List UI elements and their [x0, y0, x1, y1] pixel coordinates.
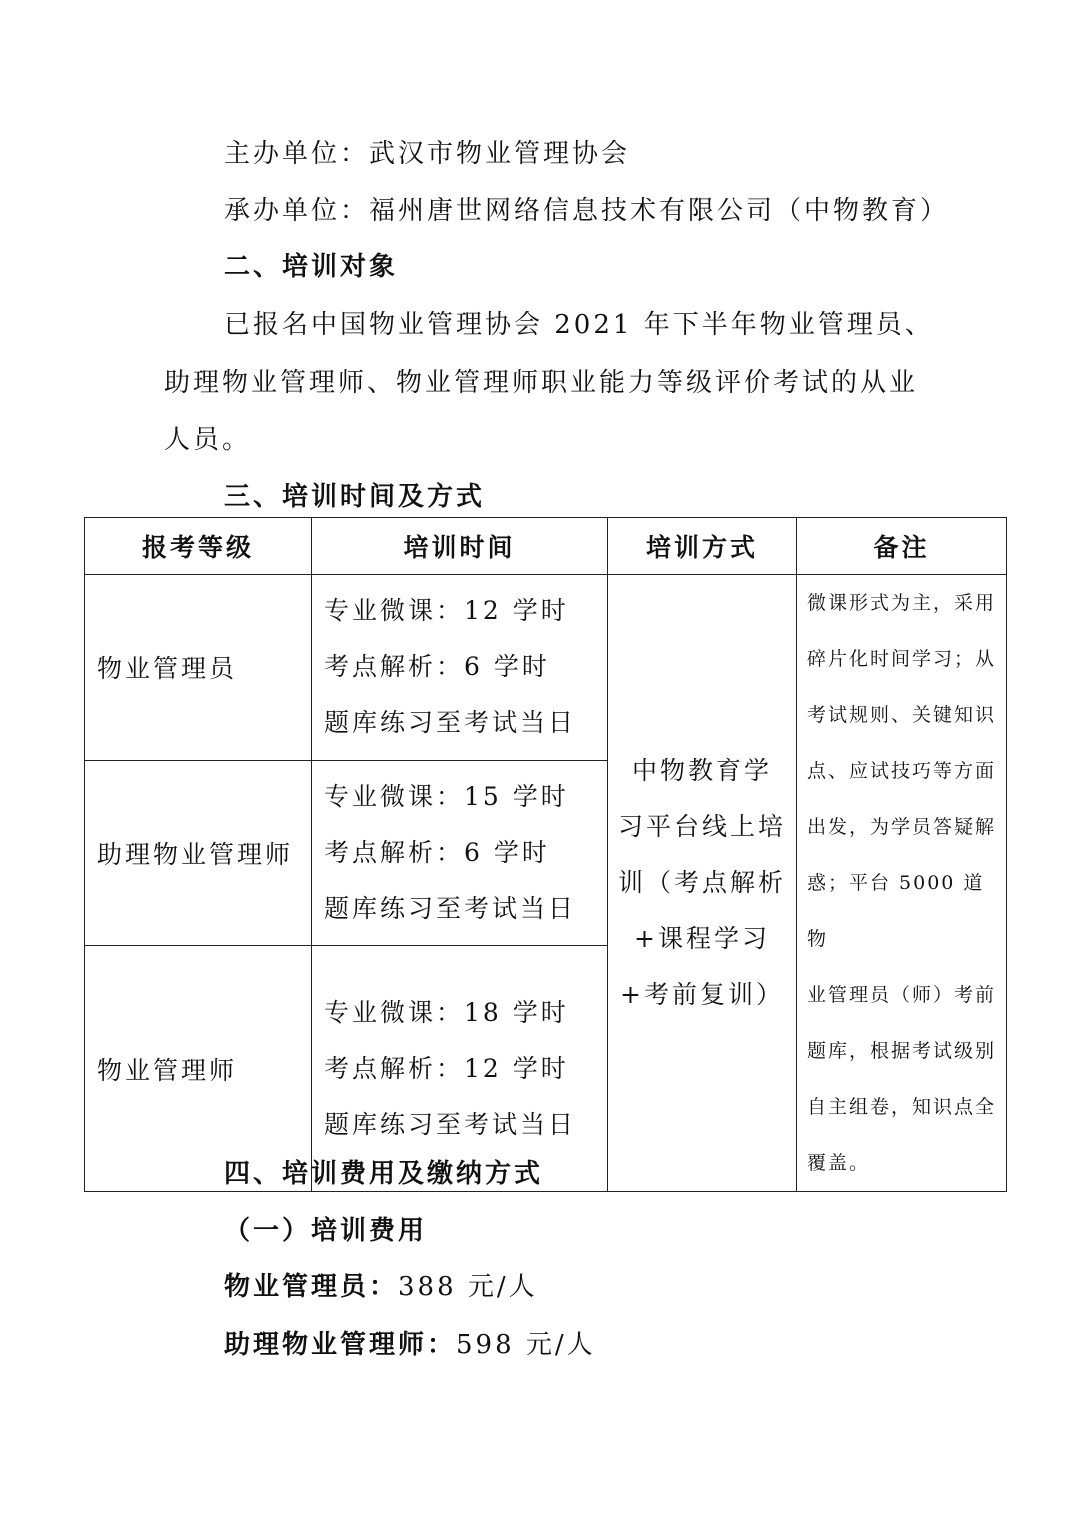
header-note: 备注 [797, 518, 1007, 575]
time-line: 专业微课：12 学时 [324, 596, 569, 626]
fee-line [224, 1270, 538, 1304]
time-line: 题库练习至考试当日 [324, 893, 577, 923]
organizer-unit: 承办单位：福州唐世网络信息技术有限公司（中物教育） [224, 196, 950, 226]
note-line: 微课形式为主，采用 [807, 592, 997, 614]
note-line: 自主组卷，知识点全 [807, 1096, 997, 1118]
method-cell [608, 575, 797, 1192]
time-line: 题库练习至考试当日 [324, 1109, 577, 1139]
note-line: 点、应试技巧等方面 [807, 760, 997, 782]
time-line: 考点解析：12 学时 [324, 1053, 569, 1083]
table-header-row [85, 518, 1007, 575]
training-schedule-table [84, 517, 1007, 1192]
method-line: +课程学习 [634, 924, 770, 953]
fee-label: 物业管理员： [224, 1272, 399, 1302]
time-line: 专业微课：15 学时 [324, 781, 569, 811]
fee-label: 助理物业管理师： [224, 1330, 457, 1360]
note-line: 题库，根据考试级别 [807, 1040, 997, 1062]
time-line: 考点解析：6 学时 [324, 837, 550, 867]
level-cell: 助理物业管理师 [85, 760, 312, 946]
fee-value: 388 元/人 [398, 1272, 538, 1302]
header-method: 培训方式 [608, 518, 797, 575]
table-row [85, 575, 1007, 761]
method-line: +考前复训） [620, 980, 784, 1009]
level-cell: 物业管理师 [85, 946, 312, 1192]
sub-heading-training-fee: （一）培训费用 [224, 1216, 428, 1246]
fee-line [224, 1328, 596, 1362]
fee-value: 598 元/人 [456, 1330, 596, 1360]
note-line: 覆盖。 [807, 1152, 871, 1174]
note-line: 碎片化时间学习；从 [807, 648, 997, 670]
section-heading-training-time: 三、培训时间及方式 [224, 482, 486, 512]
time-line: 专业微课：18 学时 [324, 997, 569, 1027]
section-heading-training-target: 二、培训对象 [224, 252, 399, 282]
time-line: 题库练习至考试当日 [324, 708, 577, 738]
header-level: 报考等级 [85, 518, 312, 575]
header-time: 培训时间 [312, 518, 608, 575]
note-cell [797, 575, 1007, 1192]
method-line: 习平台线上培 [617, 812, 786, 841]
time-cell [312, 760, 608, 946]
note-line: 业管理员（师）考前 [807, 984, 997, 1006]
method-line: 中物教育学 [631, 756, 772, 785]
section-heading-training-fee: 四、培训费用及缴纳方式 [224, 1159, 544, 1189]
method-line: 训（考点解析 [617, 868, 786, 897]
note-line: 考试规则、关键知识 [807, 704, 997, 726]
note-line: 惑；平台 5000 道物 [807, 872, 985, 950]
level-cell: 物业管理员 [85, 575, 312, 761]
target-text-line-3: 人员。 [164, 425, 252, 455]
target-text-line-2: 助理物业管理师、物业管理师职业能力等级评价考试的从业 [164, 368, 919, 398]
time-cell [312, 946, 608, 1192]
time-cell [312, 575, 608, 761]
host-unit: 主办单位：武汉市物业管理协会 [224, 139, 631, 169]
target-text-line-1: 已报名中国物业管理协会 2021 年下半年物业管理员、 [224, 310, 934, 340]
time-line: 考点解析：6 学时 [324, 652, 550, 682]
note-line: 出发，为学员答疑解 [807, 816, 997, 838]
